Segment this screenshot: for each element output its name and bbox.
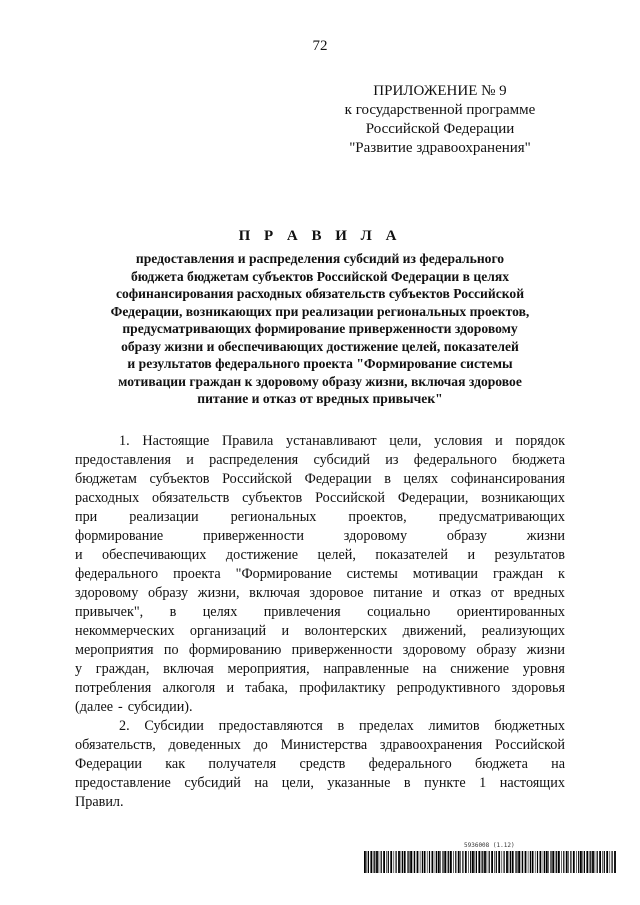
body-word: здоровому xyxy=(75,585,139,601)
body-word: и xyxy=(467,547,476,563)
body-word: бюджета xyxy=(512,452,565,468)
body-word: формирование xyxy=(75,528,164,544)
body-word: предоставление xyxy=(75,775,171,791)
body-word: к xyxy=(558,566,565,582)
body-word: питание xyxy=(373,585,423,601)
body-word: привлечения xyxy=(263,604,341,620)
body-word: средств xyxy=(299,756,346,772)
body-word: здоровому xyxy=(402,642,467,658)
body-word: у xyxy=(75,661,83,677)
body-line xyxy=(75,432,565,451)
body-word: образу xyxy=(148,585,189,601)
body-word: в xyxy=(403,775,411,791)
body-word: мероприятия, xyxy=(227,661,310,677)
body-word: субсидий xyxy=(313,452,370,468)
body-word: на xyxy=(551,756,565,772)
body-word: уровня xyxy=(522,661,565,677)
body-line xyxy=(75,508,565,527)
body-word: мотивации xyxy=(412,566,479,582)
body-word: 1 xyxy=(479,775,487,791)
body-word: направленные xyxy=(323,661,409,677)
body-word: из xyxy=(385,452,399,468)
body-word: образу xyxy=(476,642,517,658)
appendix-line: "Развитие здравоохранения" xyxy=(349,140,531,156)
body-line xyxy=(75,622,565,641)
body-word: устанавливают xyxy=(286,433,377,449)
body-word: субсидии). xyxy=(127,699,193,715)
body-word: Настоящие xyxy=(142,433,210,449)
barcode-label: 5936008 (1.12) xyxy=(464,842,515,849)
body-word: (далее xyxy=(75,699,114,715)
body-line xyxy=(75,774,565,793)
body-word: Федерации xyxy=(304,471,372,487)
body-word: 1. xyxy=(119,433,130,449)
body-word: здоровому xyxy=(343,528,408,544)
body-line xyxy=(75,603,565,622)
subtitle-line: предоставления и распределения субсидий из федерального xyxy=(135,251,505,266)
body-word: включая xyxy=(163,661,214,677)
body-word: федерального xyxy=(413,452,497,468)
body-word: жизни xyxy=(526,528,565,544)
body-word: на xyxy=(254,775,269,791)
body-word: отказ xyxy=(449,585,482,601)
body-line xyxy=(75,660,565,679)
body-word: как xyxy=(165,756,186,772)
body-word: порядок xyxy=(515,433,565,449)
body-word: формированию xyxy=(188,642,282,658)
body-word: ориентированных xyxy=(456,604,565,620)
body-word: указанные xyxy=(327,775,391,791)
body-word: здравоохранения xyxy=(379,737,483,753)
page-number: 72 xyxy=(312,38,328,54)
body-word: Федерации, xyxy=(397,490,469,506)
body-word: граждан xyxy=(492,566,544,582)
body-word: организаций xyxy=(189,623,267,639)
body-word: предусматривающих xyxy=(438,509,565,525)
subtitle-line: образу жизни и обеспечивающих достижение целей, показателей xyxy=(121,338,519,354)
body-word: волонтерских xyxy=(304,623,388,639)
body-word: Министерства xyxy=(280,737,368,753)
subtitle-line: и результатов федерального проекта "Формирование системы xyxy=(127,356,513,371)
body-word: Правила xyxy=(222,433,274,449)
body-word: на xyxy=(422,661,437,677)
body-word: цели, xyxy=(389,433,422,449)
subtitle-line: предусматривающих формирование приверженности здоровому xyxy=(122,321,518,336)
body-word: реализующих xyxy=(481,623,565,639)
body-word: Федерации xyxy=(75,756,143,772)
body-line xyxy=(75,679,565,698)
body-word: при xyxy=(75,509,98,525)
body-line xyxy=(75,451,565,470)
body-word: привычек", xyxy=(75,604,144,620)
body-word: по xyxy=(163,642,179,658)
body-word: образу xyxy=(446,528,487,544)
body-word: потребления xyxy=(75,680,152,696)
barcode xyxy=(364,851,618,873)
body-word: пункте xyxy=(424,775,466,791)
body-word: приверженности xyxy=(203,528,304,544)
document-title: П Р А В И Л А xyxy=(238,228,402,244)
body-word: федерального xyxy=(368,756,452,772)
body-word: граждан, xyxy=(95,661,150,677)
body-word: лимитов xyxy=(428,718,480,734)
body-word: "Формирование xyxy=(235,566,332,582)
body-line xyxy=(75,489,565,508)
appendix-line: ПРИЛОЖЕНИЕ № 9 xyxy=(373,83,507,99)
body-word: Российской xyxy=(222,471,293,487)
body-word: в xyxy=(169,604,177,620)
body-word: реализации xyxy=(129,509,199,525)
body-word: движений, xyxy=(402,623,467,639)
body-word: Российской xyxy=(495,737,565,753)
body-word: до xyxy=(253,737,268,753)
body-word: субъектов xyxy=(242,490,303,506)
body-word: возникающих xyxy=(481,490,565,506)
body-word: жизни, xyxy=(197,585,240,601)
body-word: субсидий xyxy=(184,775,241,791)
body-line xyxy=(75,565,565,584)
body-word: бюджета xyxy=(474,756,528,772)
body-line xyxy=(75,698,565,717)
body-word: алкоголя xyxy=(162,680,216,696)
subtitle-line: питание и отказ от вредных привычек" xyxy=(197,391,443,406)
body-word: результатов xyxy=(494,547,565,563)
body-word: проектов, xyxy=(348,509,407,525)
body-word: табака, xyxy=(245,680,288,696)
body-word: в xyxy=(337,718,345,734)
body-word: федерального xyxy=(75,566,159,582)
body-word: региональных xyxy=(230,509,317,525)
subtitle-line: Федерации, возникающих при реализации региональных проектов, xyxy=(110,303,530,319)
body-word: бюджетных xyxy=(494,718,565,734)
body-line xyxy=(75,546,565,565)
body-word: софинансирования xyxy=(450,471,565,487)
body-line xyxy=(75,527,565,546)
body-word: и xyxy=(281,623,290,639)
body-word: получателя xyxy=(208,756,277,772)
appendix-line: Российской Федерации xyxy=(365,121,515,137)
body-word: и xyxy=(495,433,503,449)
body-word: субъектов xyxy=(149,471,210,487)
body-line xyxy=(75,641,565,660)
body-word: снижение xyxy=(450,661,510,677)
body-word: цели, xyxy=(281,775,314,791)
body-word: целях xyxy=(403,471,439,487)
appendix-line: к государственной программе xyxy=(344,102,536,118)
body-word: репродуктивного xyxy=(396,680,501,696)
body-word: целях xyxy=(202,604,238,620)
body-word: предоставления xyxy=(75,452,172,468)
body-word: обязательств, xyxy=(75,737,156,753)
body-word: вредных xyxy=(513,585,565,601)
body-word: включая xyxy=(249,585,300,601)
body-word: настоящих xyxy=(499,775,565,791)
body-word: социально xyxy=(367,604,431,620)
document-subtitle xyxy=(90,250,550,408)
body-word: расходных xyxy=(75,490,140,506)
body-word: и xyxy=(226,680,235,696)
body-word: Субсидии xyxy=(144,718,204,734)
body-word: жизни xyxy=(526,642,565,658)
body-word: проекта xyxy=(173,566,221,582)
body-word: системы xyxy=(346,566,398,582)
body-word: бюджетам xyxy=(75,471,137,487)
body-word: Российской xyxy=(315,490,385,506)
body-line xyxy=(75,470,565,489)
body-word: целей, xyxy=(317,547,356,563)
body-word: предоставляются xyxy=(218,718,323,734)
body-word: и xyxy=(75,547,83,563)
body-word: здоровья xyxy=(511,680,565,696)
body-word: здоровое xyxy=(309,585,364,601)
body-word: и xyxy=(432,585,440,601)
body-line xyxy=(75,736,565,755)
appendix-header xyxy=(330,82,550,158)
body-word: пределах xyxy=(358,718,414,734)
body-word: обеспечивающих xyxy=(102,547,207,563)
body-word: обязательств xyxy=(152,490,230,506)
body-line xyxy=(75,755,565,774)
body-word: условия xyxy=(434,433,483,449)
body-word: достижение xyxy=(225,547,299,563)
body-word: 2. xyxy=(119,718,130,734)
body-word: от xyxy=(490,585,504,601)
body-word: и xyxy=(186,452,194,468)
body-word: профилактику xyxy=(299,680,386,696)
body-line xyxy=(75,793,565,812)
subtitle-line: мотивации граждан к здоровому образу жизни, включая здоровое xyxy=(118,373,522,389)
body-word: в xyxy=(384,471,391,487)
subtitle-line: бюджета бюджетам субъектов Российской Федерации в целях xyxy=(130,268,510,284)
body-word: - xyxy=(118,699,123,715)
body-line xyxy=(75,717,565,736)
body-word: Правил. xyxy=(75,794,124,810)
body-word: некоммерческих xyxy=(75,623,175,639)
body-word: распределения xyxy=(209,452,299,468)
body-word: приверженности xyxy=(291,642,393,658)
body-word: мероприятия xyxy=(75,642,154,658)
subtitle-line: софинансирования расходных обязательств субъектов Российской xyxy=(115,286,525,301)
body-word: показателей xyxy=(375,547,448,563)
body-word: доведенных xyxy=(168,737,241,753)
body-text xyxy=(75,432,565,812)
body-line xyxy=(75,584,565,603)
